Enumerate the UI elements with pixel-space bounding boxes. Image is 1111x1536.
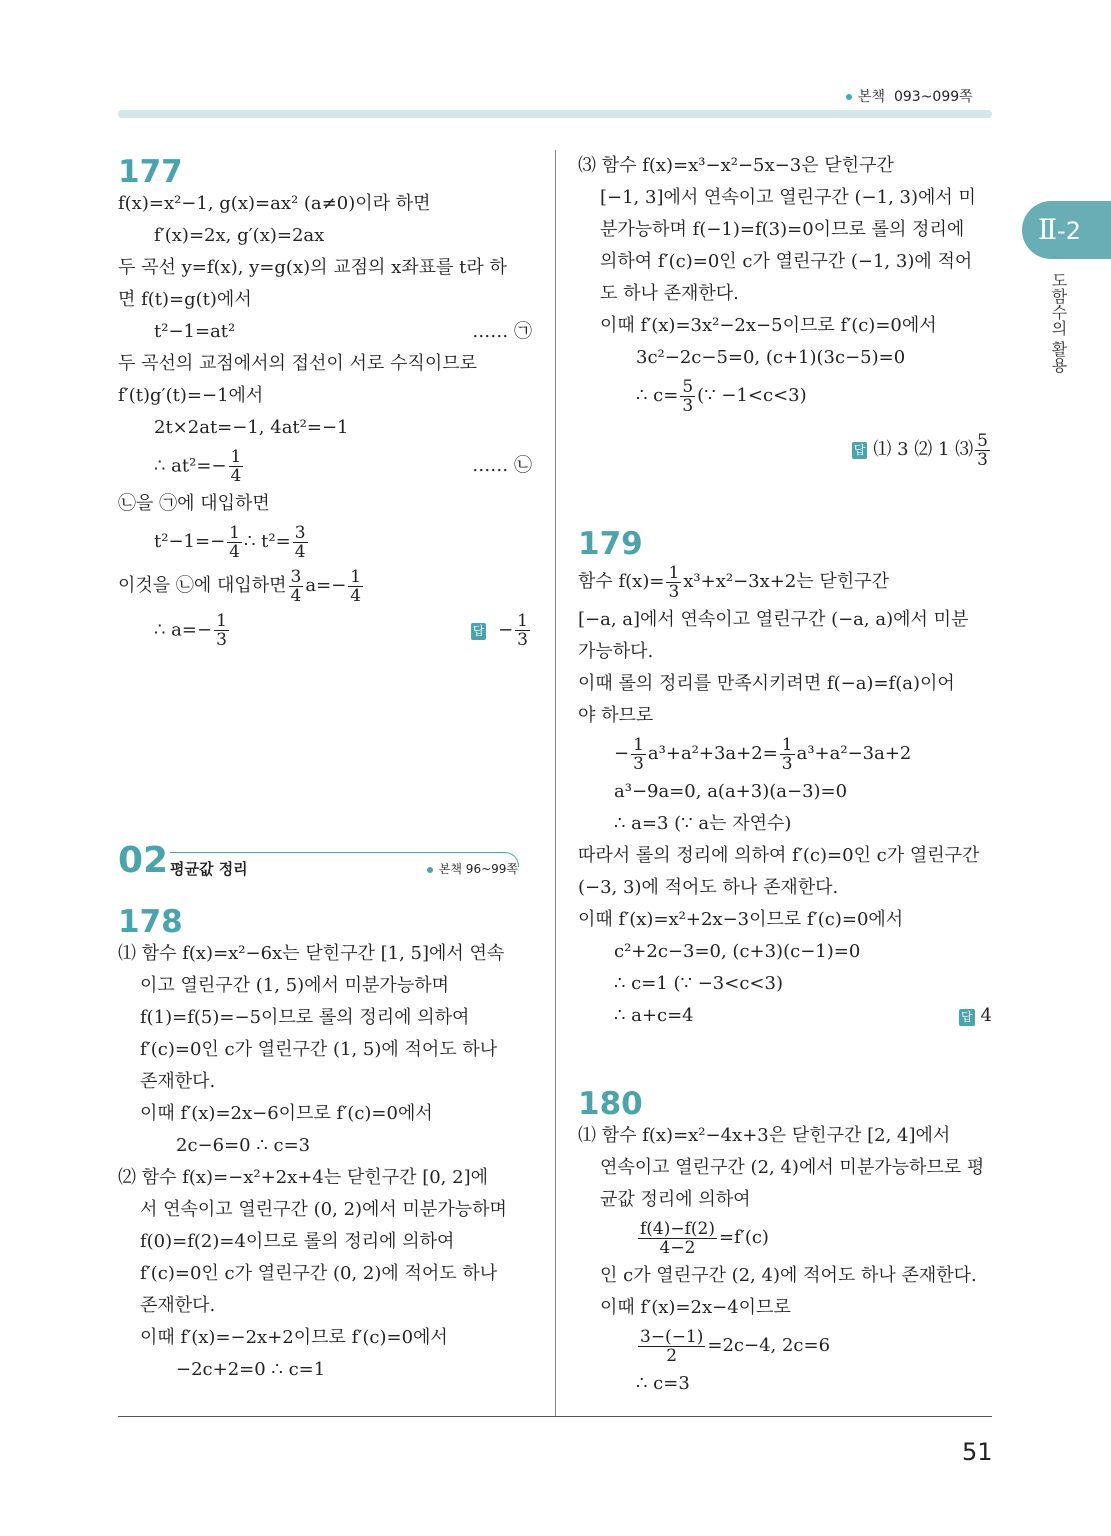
text: 이때 f′(x)=2x−6이므로 f′(c)=0에서 (140, 1103, 433, 1124)
text: 두 곡선의 교점에서의 접선이 서로 수직이므로 (118, 353, 477, 374)
solution-line (118, 220, 532, 252)
fraction (638, 1328, 705, 1365)
fraction (227, 524, 242, 561)
text: x³+x²−3x+2는 닫힌구간 (683, 571, 889, 592)
solution-line (578, 1216, 992, 1260)
chapter-tab (1022, 201, 1111, 259)
text: …… ㉡ (472, 455, 532, 476)
text: 이고 열린구간 (1, 5)에서 미분가능하며 (140, 975, 449, 996)
text: ∴ a=3 (∵ a는 자연수) (614, 813, 792, 834)
numerator: 5 (977, 430, 988, 451)
text: 3c²−2c−5=0, (c+1)(3c−5)=0 (636, 347, 906, 368)
text: f′(c)=0인 c가 열린구간 (1, 5)에 적어도 하나 (140, 1039, 498, 1060)
text: f(x)=x²−1, g(x)=ax² (a≠0)이라 하면 (118, 193, 431, 214)
solution-line (578, 1152, 992, 1184)
denominator: 4−2 (659, 1237, 696, 1258)
solution-line (118, 1354, 532, 1386)
text: a³−9a=0, a(a+3)(a−3)=0 (614, 781, 848, 802)
text: 4 (980, 1005, 992, 1026)
left-top-problems (118, 150, 532, 652)
text: [−a, a]에서 연속이고 열린구간 (−a, a)에서 미분 (578, 609, 969, 630)
bullet-icon (427, 867, 433, 873)
solution-line (118, 564, 532, 608)
denominator: 3 (977, 449, 988, 470)
numerator: 1 (633, 734, 644, 755)
text: f(1)=f(5)=−5이므로 롤의 정리에 의하여 (140, 1007, 470, 1028)
solution-line (578, 278, 992, 310)
solution-line (578, 374, 992, 418)
fraction (666, 564, 681, 601)
solution-line (578, 1000, 992, 1032)
text: 연속이고 열린구간 (2, 4)에서 미분가능하므로 평 (600, 1157, 985, 1178)
solution-line (118, 970, 532, 1002)
solution-line (578, 1120, 992, 1152)
left-bottom-problems (118, 900, 532, 1386)
chapter-section: -2 (1057, 217, 1081, 245)
denominator: 3 (668, 581, 680, 602)
problem-number: 180 (578, 1086, 643, 1122)
denominator: 3 (216, 629, 227, 650)
solution-line (118, 608, 532, 652)
column-divider (555, 150, 556, 1416)
solution-line (118, 1034, 532, 1066)
text: ⑴ 함수 f(x)=x²−4x+3은 닫힌구간 [2, 4]에서 (578, 1125, 951, 1146)
solution-line (578, 700, 992, 732)
section-ref-text: 본책 96~99쪽 (438, 862, 518, 876)
text: ∴ at²=− (154, 455, 227, 476)
denominator: 3 (633, 753, 644, 774)
text: ∴ t²= (243, 531, 291, 552)
text: ⑴ 함수 f(x)=x²−6x는 닫힌구간 [1, 5]에서 연속 (118, 943, 505, 964)
denominator: 4 (229, 541, 240, 562)
text: 존재한다. (140, 1295, 216, 1316)
solution-line (118, 444, 532, 488)
answer-badge: 답 (960, 1010, 973, 1024)
segment-group (154, 448, 245, 485)
numerator: f(4)−f(2) (640, 1218, 715, 1239)
solution-line (118, 1194, 532, 1226)
text: ⑶ 함수 f(x)=x³−x²−5x−3은 닫힌구간 (578, 155, 894, 176)
denominator: 3 (682, 395, 694, 416)
header-bar (118, 110, 992, 118)
problem (578, 150, 992, 472)
text: f′(x)=2x, g′(x)=2ax (154, 225, 325, 246)
solution-line (118, 488, 532, 520)
problem (578, 522, 992, 1032)
solution-line (578, 776, 992, 808)
text: [−1, 3]에서 연속이고 열린구간 (−1, 3)에서 미 (600, 187, 976, 208)
bullet-icon (846, 94, 852, 100)
denominator: 3 (517, 629, 528, 650)
text: 의하여 f′(c)=0인 c가 열린구간 (−1, 3)에 적어 (600, 251, 973, 272)
solution-line (578, 872, 992, 904)
segment-group (471, 612, 532, 649)
text: a=− (305, 575, 347, 596)
text: −2c+2=0 ∴ c=1 (176, 1359, 326, 1380)
denominator: 4 (350, 585, 362, 606)
text: 두 곡선 y=f(x), y=g(x)의 교점의 x좌표를 t라 하 (118, 257, 507, 278)
solution-line (118, 252, 532, 284)
solution-line (118, 1066, 532, 1098)
text: f′(t)g′(t)=−1에서 (118, 385, 264, 406)
text: ⑴ 3 ⑵ 1 ⑶ (873, 439, 974, 460)
text: (∵ −1<c<3) (697, 385, 807, 406)
numerator: 1 (230, 446, 242, 467)
problem-number: 178 (118, 904, 183, 940)
footer-rule (118, 1416, 992, 1417)
solution-line (578, 246, 992, 278)
solution-line (118, 1130, 532, 1162)
denominator: 4 (290, 585, 302, 606)
fraction (214, 612, 229, 649)
solution-line (578, 668, 992, 700)
denominator: 4 (294, 541, 306, 562)
numerator: 1 (517, 610, 528, 631)
denominator: 2 (666, 1345, 678, 1366)
denominator: 3 (781, 753, 793, 774)
solution-line (578, 310, 992, 342)
fraction (631, 736, 646, 773)
text: 이때 f′(x)=−2x+2이므로 f′(c)=0에서 (140, 1327, 448, 1348)
solution-line (578, 840, 992, 872)
fraction (348, 568, 363, 605)
text: − (492, 619, 514, 640)
text: − (614, 743, 630, 764)
text: 이때 롤의 정리를 만족시키려면 f(−a)=f(a)이어 (578, 673, 955, 694)
text: ∴ c= (636, 385, 679, 406)
solution-line (578, 1260, 992, 1292)
text: 존재한다. (140, 1071, 216, 1092)
solution-line (118, 1322, 532, 1354)
fraction (293, 524, 308, 561)
answer-badge: 답 (853, 442, 866, 457)
page-reference (846, 86, 973, 106)
solution-line (118, 188, 532, 220)
segment-group (154, 612, 231, 649)
fraction (780, 736, 795, 773)
fraction (680, 378, 695, 415)
problem-number: 179 (578, 526, 643, 562)
solution-line (578, 150, 992, 182)
problem (578, 1082, 992, 1400)
right-problems (578, 150, 992, 1400)
solution-line (578, 1324, 992, 1368)
solution-line (578, 732, 992, 776)
text: 가능하다. (578, 641, 654, 662)
text: 함수 f(x)= (578, 571, 665, 592)
text: t²−1=at² (154, 321, 236, 342)
fraction (229, 448, 244, 485)
text: =f′(c) (719, 1227, 769, 1248)
numerator: 3−(−1) (640, 1326, 704, 1347)
numerator: 1 (781, 734, 793, 755)
text: ∴ c=1 (∵ −3<c<3) (614, 973, 783, 994)
fraction (515, 612, 530, 649)
page-number: 51 (962, 1438, 993, 1466)
solution-line (118, 1226, 532, 1258)
section-number: 02 (118, 840, 169, 881)
text: =2c−4, 2c=6 (707, 1335, 831, 1356)
problem (118, 150, 532, 652)
solution-line (578, 936, 992, 968)
right-column (578, 150, 992, 1400)
numerator: 1 (229, 522, 240, 543)
text: a³+a²+3a+2= (647, 743, 778, 764)
solution-line (118, 284, 532, 316)
solution-line (118, 412, 532, 444)
numerator: 3 (290, 566, 302, 587)
solution-line (118, 1162, 532, 1194)
fraction (975, 432, 990, 469)
section-header (118, 840, 532, 900)
text: 2t×2at=−1, 4at²=−1 (154, 417, 349, 438)
text: 야 하므로 (578, 705, 654, 726)
fraction (638, 1220, 717, 1257)
answer-line (578, 428, 992, 472)
text: ∴ c=3 (636, 1373, 690, 1394)
solution-line (118, 1098, 532, 1130)
chapter-label: 도함수의 활용 (1049, 272, 1068, 374)
text: ∴ a=− (154, 619, 213, 640)
solution-line (578, 214, 992, 246)
segment-group (959, 1000, 992, 1032)
solution-line (578, 808, 992, 840)
solution-line (578, 1292, 992, 1324)
section-reference (427, 860, 518, 877)
solution-line (578, 968, 992, 1000)
section-title: 평균값 정리 (170, 860, 248, 878)
text: 2c−6=0 ∴ c=3 (176, 1135, 311, 1156)
solution-line (118, 1258, 532, 1290)
text: 서 연속이고 열린구간 (0, 2)에서 미분가능하며 (140, 1199, 507, 1220)
text: 도 하나 존재한다. (600, 283, 739, 304)
numerator: 1 (216, 610, 227, 631)
solution-line (578, 182, 992, 214)
text: 균값 정리에 의하여 (600, 1189, 751, 1210)
text: ⑵ 함수 f(x)=−x²+2x+4는 닫힌구간 [0, 2]에 (118, 1167, 488, 1188)
problem (118, 900, 532, 1386)
numerator: 3 (294, 522, 306, 543)
text: f(0)=f(2)=4이므로 롤의 정리에 의하여 (140, 1231, 455, 1252)
text: 따라서 롤의 정리에 의하여 f′(c)=0인 c가 열린구간 (578, 845, 980, 866)
text: 이때 f′(x)=2x−4이므로 (600, 1297, 791, 1318)
text: a³+a²−3a+2 (796, 743, 912, 764)
text: f′(c)=0인 c가 열린구간 (0, 2)에 적어도 하나 (140, 1263, 498, 1284)
answer-badge: 답 (472, 624, 485, 638)
solution-line (578, 1368, 992, 1400)
solution-line (578, 604, 992, 636)
fraction (289, 568, 304, 605)
problem-number: 177 (118, 154, 183, 190)
solution-line (578, 636, 992, 668)
solution-line (578, 1184, 992, 1216)
text: 분가능하며 f(−1)=f(3)=0이므로 롤의 정리에 (600, 219, 965, 240)
solution-line (578, 342, 992, 374)
text: ∴ a+c=4 (614, 1005, 694, 1026)
text: 이것을 ㉡에 대입하면 (118, 575, 287, 596)
text: 이때 f′(x)=3x²−2x−5이므로 f′(c)=0에서 (600, 315, 937, 336)
text: 이때 f′(x)=x²+2x−3이므로 f′(c)=0에서 (578, 909, 904, 930)
book-label: 본책 (858, 89, 886, 105)
solution-line (118, 348, 532, 380)
solution-line (118, 380, 532, 412)
numerator: 1 (668, 562, 680, 583)
text: t²−1=− (154, 531, 226, 552)
text: 인 c가 열린구간 (2, 4)에 적어도 하나 존재한다. (600, 1265, 977, 1286)
chapter-roman: Ⅱ (1038, 213, 1058, 246)
text: (−3, 3)에 적어도 하나 존재한다. (578, 877, 839, 898)
solution-line (118, 1290, 532, 1322)
solution-line (118, 316, 532, 348)
text: c²+2c−3=0, (c+3)(c−1)=0 (614, 941, 861, 962)
numerator: 5 (682, 376, 694, 397)
numerator: 1 (350, 566, 362, 587)
solution-line (118, 938, 532, 970)
text: …… ㉠ (472, 321, 532, 342)
solution-line (118, 1002, 532, 1034)
page-range: 093~099쪽 (893, 89, 973, 105)
denominator: 4 (230, 465, 242, 486)
solution-line (578, 904, 992, 936)
left-column (118, 150, 532, 1386)
text: ㉡을 ㉠에 대입하면 (118, 493, 270, 514)
solution-line (118, 520, 532, 564)
text: 면 f(t)=g(t)에서 (118, 289, 252, 310)
solution-line (578, 560, 992, 604)
